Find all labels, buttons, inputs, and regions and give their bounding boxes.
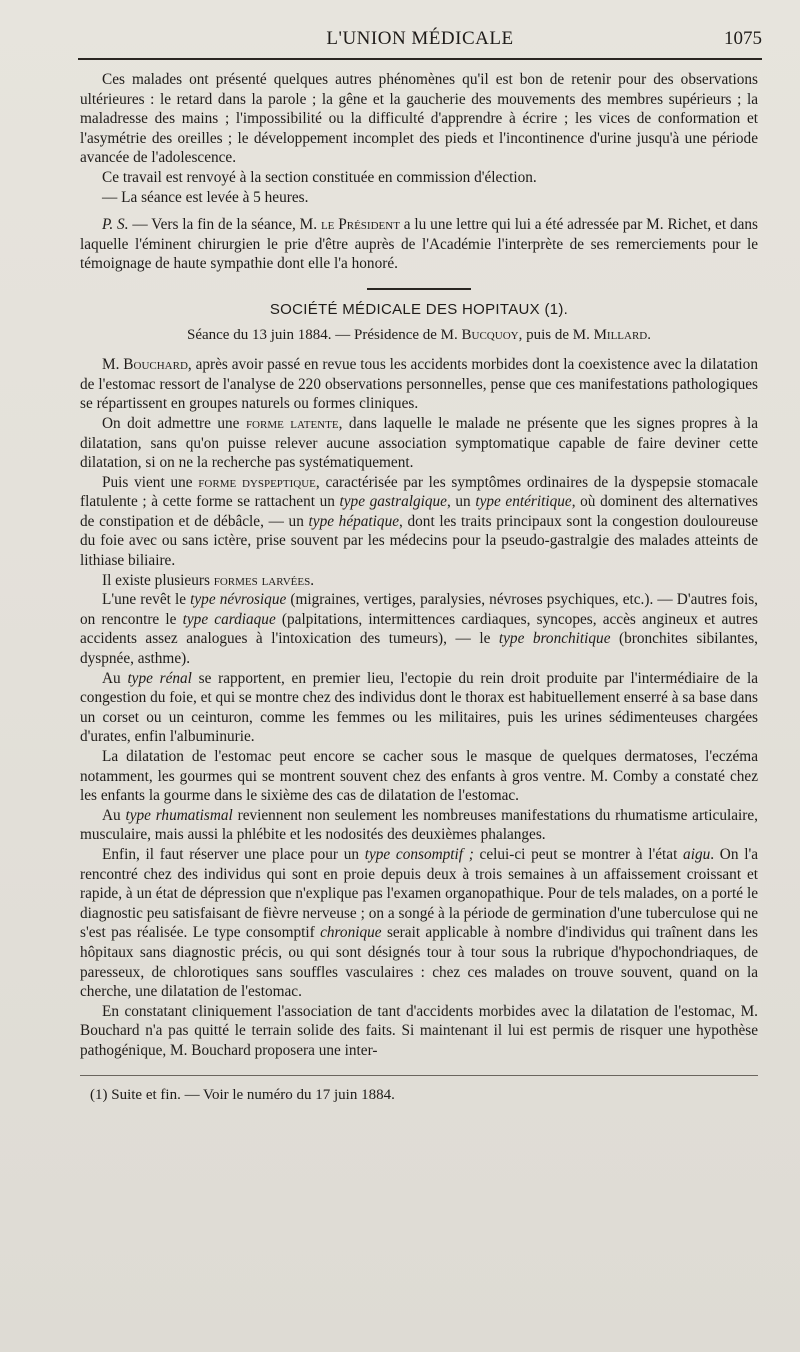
header-rule <box>78 58 762 60</box>
paragraph: En constatant cliniquement l'association de tant d'accidents morbides avec la dilatation de l'estomac, M. Bouchard n'a pas quitté le terrain solide des faits. Si maintenant il lui est permis de risquer une hypothèse pathogénique, M. Bouchard proposera une inter- <box>80 1002 758 1059</box>
paragraph: Ce travail est renvoyé à la section constituée en commission d'élection. <box>102 168 537 186</box>
ps-paragraph: P. S. — Vers la fin de la séance, M. le Président a lu une lettre qui lui a été adressée par M. Richet, et dans laquelle l'éminent chirurgien le prie d'être auprès de l'Académie l'interprète de ses remerciements pour le témoignage de haute sympathie dont elle l'a honoré. <box>80 216 758 273</box>
ps-label: P. S. <box>102 216 129 234</box>
article-body <box>80 70 758 1105</box>
page-number: 1075 <box>724 28 762 49</box>
paragraph: L'une revêt le type névrosique (migraines, vertiges, paralysies, névroses psychiques, etc.). — D'autres fois, on rencontre le type cardiaque (palpitations, intermittences cardiaques, syncopes, accès angineux et autres accidents assez analogues à l'intoxication des tumeurs), — le type bronchitique (bronchites sibilantes, dyspnée, asthme). <box>80 591 758 668</box>
journal-title: L'UNION MÉDICALE <box>326 28 514 49</box>
running-header <box>78 28 762 54</box>
paragraph: Puis vient une forme dyspeptique, caractérisée par les symptômes ordinaires de la dyspepsie stomacale flatulente ; à cette forme se rattachent un type gastralgique, un type entéritique, où dominent des alternatives de constipation et de débâcle, — un type hépatique, dont les traits principaux sont la congestion douloureuse du foie avec ou sans ictère, prise souvent par les médecins pour la pseudo-gastralgie des malades atteints de lithiase biliaire. <box>80 473 759 570</box>
seance-line: Séance du 13 juin 1884. — Présidence de M. Bucquoy, puis de M. Millard. <box>186 326 651 343</box>
footnote: (1) Suite et fin. — Voir le numéro du 17 juin 1884. <box>90 1086 395 1103</box>
paragraph: Enfin, il faut réserver une place pour un type consomptif ; celui-ci peut se montrer à l'état aigu. On l'a rencontré chez des individus qui sont en proie depuis deux à trois semaines à un affaissement croissant et rapide, à un état de dépression que n'explique pas l'examen organopathique. Pour de tels malades, on a porté le diagnostic peu satisfaisant de fièvre nerveuse ; on a songé à la période de germination d'une tuberculose qui ne s'est pas réalisée. Le type consomptif chronique serait applicable à nombre d'individus qui traînent dans les hôpitaux sans diagnostic précis, ou qui sont désignés tour à tour sous la rubrique d'hypochondriaques, de paresseux, de chlorotiques sans souffles vasculaires : chez ces malades on trouve souvent, quand on la cherche, une dilatation de l'estomac. <box>80 845 758 1001</box>
section-title: SOCIÉTÉ MÉDICALE DES HOPITAUX (1). <box>269 300 569 318</box>
paragraph: Au type rénal se rapportent, en premier lieu, l'ectopie du rein droit produite par l'intermédiaire de la congestion du foie, et qui se montre chez des individus dont le thorax est habituellement enserré à sa base dans un corset ou un ceinturon, comme les femmes ou les militaires, puis les urines sédimenteuses chargées d'urates, enfin l'albuminurie. <box>80 669 759 746</box>
section-divider <box>367 288 471 290</box>
paragraph: On doit admettre une forme latente, dans laquelle le malade ne présente que les signes propres à la dilatation, sans qu'on puisse relever aucune association symptomatique capable de faire deviner cette dilatation, si on ne la recherche pas systématiquement. <box>80 414 758 472</box>
paragraph: Au type rhumatismal reviennent non seulement les nombreuses manifestations du rhumatisme articulaire, musculaire, mais aussi la phlébite et les nodosités des deuxièmes phalanges. <box>80 806 758 844</box>
footnote-rule <box>80 1075 758 1076</box>
paragraph: M. Bouchard, après avoir passé en revue tous les accidents morbides dont la coexistence avec la dilatation de l'estomac ressort de l'analyse de 220 observations personnelles, pense que ces manifestations pathologiques se répartissent en groupes naturels ou formes cliniques. <box>80 356 758 413</box>
paragraph: Il existe plusieurs formes larvées. <box>102 571 315 589</box>
paragraph: — La séance est levée à 5 heures. <box>102 188 309 206</box>
paragraph: La dilatation de l'estomac peut encore se cacher sous le masque de quelques dermatoses, l'eczéma notamment, les gourmes qui se montrent souvent chez des enfants à gros ventre. M. Comby a constaté chez les enfants la gourme dans le sixième des cas de dilatation de l'estomac. <box>80 748 758 805</box>
paragraph: Ces malades ont présenté quelques autres phénomènes qu'il est bon de retenir pour des observations ultérieures : le retard dans la parole ; la gêne et la gaucherie des mouvements des membres supérieurs ; la maladresse des mains ; l'impossibilité ou la difficulté d'apprendre à écrire ; les vices de conformation et l'asymétrie des oreilles ; le développement incomplet des pieds et l'incontinence d'urine jusqu'à une période avancée de l'adolescence. <box>80 71 758 167</box>
le-president: le Président <box>320 216 400 234</box>
